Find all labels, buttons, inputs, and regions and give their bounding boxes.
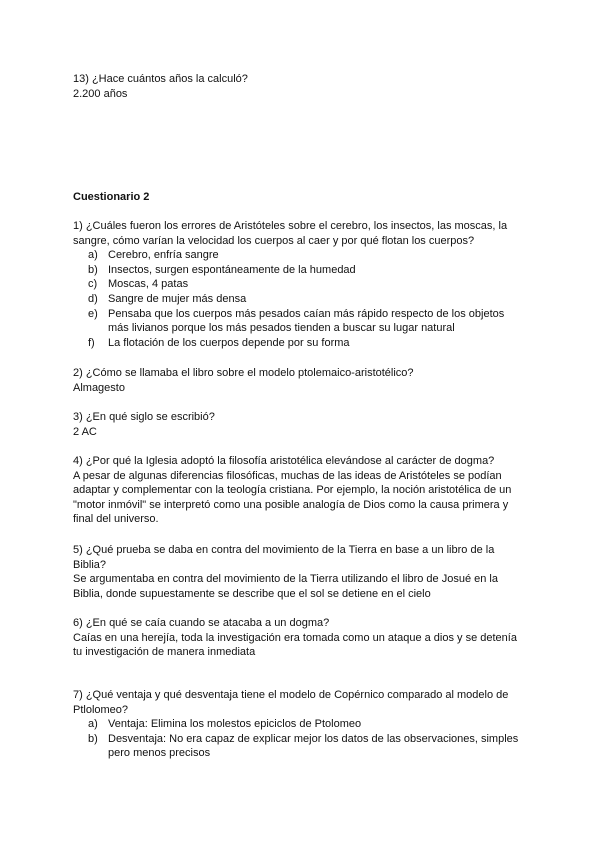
list-item — [73, 336, 523, 351]
list-item — [73, 248, 523, 263]
question-6-text: 6) ¿En qué se caía cuando se atacaba a un dogma? — [73, 617, 330, 629]
question-4-block — [73, 454, 523, 527]
list-item-text: Pensaba que los cuerpos más pesados caían más rápido respecto de los objetos — [108, 307, 505, 320]
question-7-block — [73, 688, 523, 761]
list-item — [73, 307, 523, 336]
question-3-answer: 2 AC — [73, 425, 97, 438]
list-marker: b) — [88, 732, 98, 745]
list-item — [73, 292, 523, 307]
list-item-text: Insectos, surgen espontáneamente de la humedad — [108, 263, 356, 276]
question-4-answer-line-2: adaptar y complementar con la teología cristiana. Por ejemplo, la noción aristotélica de un — [73, 484, 512, 497]
list-item-text: Sangre de mujer más densa — [108, 292, 247, 305]
question-7-line-1: 7) ¿Qué ventaja y qué desventaja tiene el modelo de Copérnico comparado al modelo de — [73, 689, 509, 701]
question-2-block — [73, 366, 523, 395]
question-7-line-2: Ptlolomeo? — [73, 703, 129, 716]
question-6-block — [73, 616, 523, 660]
list-item-text: Moscas, 4 patas — [108, 278, 189, 291]
question-1-line-1: 1) ¿Cuáles fueron los errores de Aristóteles sobre el cerebro, los insectos, las moscas, la — [73, 220, 508, 232]
question-13-text: 13) ¿Hace cuántos años la calculó? — [73, 73, 248, 85]
list-item-text: La flotación de los cuerpos depende por su forma — [108, 336, 350, 349]
list-item — [73, 717, 523, 732]
list-marker: d) — [88, 292, 98, 305]
list-marker: b) — [88, 263, 98, 276]
question-4-text: 4) ¿Por qué la Iglesia adoptó la filosofía aristotélica elevándose al carácter de dogma? — [73, 455, 495, 467]
list-item-text: Cerebro, enfría sangre — [108, 249, 219, 262]
question-2-text: 2) ¿Cómo se llamaba el libro sobre el modelo ptolemaico-aristotélico? — [73, 367, 414, 379]
list-marker: a) — [88, 249, 98, 262]
question-6-answer-line-1: Caías en una herejía, toda la investigación era tomada como un ataque a dios y se detenía — [73, 631, 517, 644]
section-title-block — [73, 190, 523, 205]
question-5-block — [73, 543, 523, 601]
question-2-answer: Almagesto — [73, 381, 125, 394]
list-item-text: pero menos precisos — [108, 747, 211, 760]
question-1-line-2: sangre, cómo varían la velocidad los cuerpos al caer y por qué flotan los cuerpos? — [73, 234, 475, 247]
question-13-answer: 2.200 años — [73, 87, 128, 100]
question-3-text: 3) ¿En qué siglo se escribió? — [73, 411, 215, 423]
list-marker: a) — [88, 718, 98, 731]
list-marker: e) — [88, 307, 98, 320]
question-5-answer-line-1: Se argumentaba en contra del movimiento de la Tierra utilizando el libro de Josué en la — [73, 573, 498, 586]
list-item — [73, 277, 523, 292]
list-item-text: Desventaja: No era capaz de explicar mejor los datos de las observaciones, simples — [108, 732, 519, 745]
question-4-answer-line-4: final del universo. — [73, 513, 159, 526]
list-item-text: más livianos porque los más pesados tienden a buscar su lugar natural — [108, 322, 455, 335]
question-1-answer-list — [73, 248, 523, 350]
question-7-answer-list — [73, 717, 523, 761]
list-item — [73, 263, 523, 278]
question-5-line-2: Biblia? — [73, 558, 107, 571]
question-5-line-1: 5) ¿Qué prueba se daba en contra del movimiento de la Tierra en base a un libro de la — [73, 544, 495, 556]
question-3-block — [73, 410, 523, 439]
list-marker: f) — [88, 336, 95, 349]
question-13-block — [73, 72, 523, 101]
list-item-text: Ventaja: Elimina los molestos epiciclos de Ptolomeo — [108, 718, 362, 731]
section-title: Cuestionario 2 — [73, 191, 150, 203]
question-5-answer-line-2: Biblia, donde supuestamente se describe que el sol se detiene en el cielo — [73, 587, 431, 600]
question-4-answer-line-3: "motor inmóvil" se interpretó como una posible analogía de Dios como la causa primera y — [73, 498, 509, 511]
list-marker: c) — [88, 278, 98, 291]
question-4-answer-line-1: A pesar de algunas diferencias filosóficas, muchas de las ideas de Aristóteles se podían — [73, 469, 502, 482]
question-1-block — [73, 219, 523, 350]
list-item — [73, 732, 523, 761]
question-6-answer-line-2: tu investigación de manera inmediata — [73, 646, 256, 659]
